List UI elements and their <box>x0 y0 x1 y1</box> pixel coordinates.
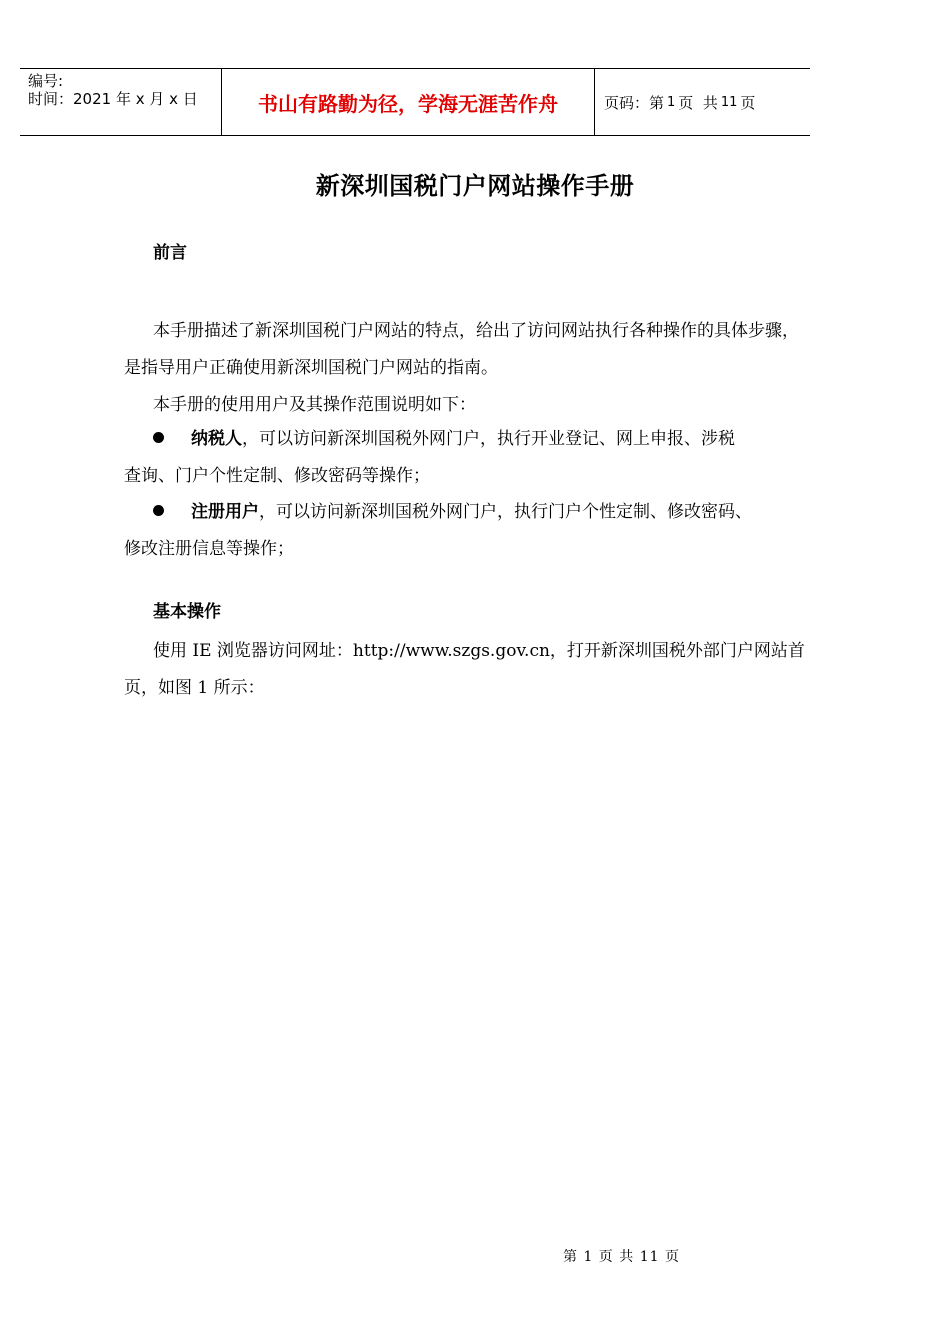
preface-heading: 前言 <box>153 243 187 263</box>
document-title: 新深圳国税门户网站操作手册 <box>315 172 635 200</box>
page-label: 页码：第 <box>604 93 665 112</box>
basic-operations-paragraph: 使用 IE 浏览器访问网址：http://www.szgs.gov.cn，打开新深圳国税外部门户网站首页，如图 1 所示： <box>124 641 805 698</box>
intro-paragraph: 本手册描述了新深圳国税门户网站的特点，给出了访问网站执行各种操作的具体步骤，是指导用户正确使用新深圳国税门户网站的指南。 <box>124 321 799 378</box>
document-header <box>20 68 810 136</box>
bullet-icon <box>153 505 164 516</box>
header-motto: 书山有路勤为径，学海无涯苦作舟 <box>221 69 595 135</box>
page-footer: 第 1 页 共 11 页 <box>563 1249 680 1265</box>
bullet-term: 纳税人 <box>191 429 242 449</box>
scope-paragraph: 本手册的使用用户及其操作范围说明如下： <box>153 395 476 415</box>
bullet-text: ，可以访问新深圳国税外网门户，执行开业登记、网上申报、涉税 <box>242 429 735 449</box>
header-meta <box>20 69 221 135</box>
bullet-term: 注册用户 <box>191 502 259 522</box>
page-number: 1 <box>667 94 676 110</box>
header-page-info <box>595 69 810 135</box>
time-label: 时间：2021 年 x 月 x 日 <box>28 90 198 108</box>
bullet-icon <box>153 432 164 443</box>
page-total: 11 <box>720 94 738 110</box>
basic-operations-heading: 基本操作 <box>153 602 221 622</box>
bullet-item-registered-user <box>124 494 824 568</box>
page-end-label: 页 <box>740 93 756 112</box>
number-label: 编号: <box>28 72 64 90</box>
page-mid-label: 页 共 <box>678 93 718 112</box>
bullet-text: ，可以访问新深圳国税外网门户，执行门户个性定制、修改密码、 <box>259 502 752 522</box>
bullet-item-taxpayer <box>124 421 824 495</box>
bullet-text-continued: 查询、门户个性定制、修改密码等操作； <box>124 466 430 486</box>
bullet-text-continued: 修改注册信息等操作； <box>124 539 294 559</box>
